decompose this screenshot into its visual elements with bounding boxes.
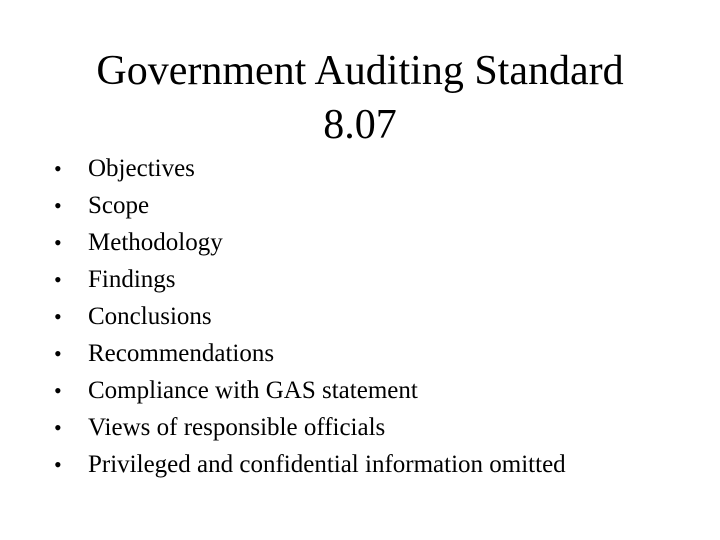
list-item-findings [54, 261, 566, 298]
list-item-text: Scope [88, 192, 150, 219]
list-item-text: Privileged and confidential information omitted [88, 451, 566, 478]
bullet-icon: • [54, 341, 62, 366]
list-item-text: Methodology [88, 229, 223, 256]
list-item-text: Objectives [88, 155, 195, 182]
bullet-icon: • [54, 415, 62, 440]
bullet-list [54, 150, 566, 483]
bullet-icon: • [54, 378, 62, 403]
bullet-icon: • [54, 193, 62, 218]
list-item-text: Conclusions [88, 303, 212, 330]
list-item-recommendations [54, 335, 566, 372]
list-item-compliance [54, 372, 566, 409]
slide-title-line-2: 8.07 [323, 102, 397, 148]
list-item-objectives [54, 150, 566, 187]
slide-title [60, 44, 660, 152]
list-item-scope [54, 187, 566, 224]
list-item-text: Findings [88, 266, 176, 293]
slide-title-line-1: Government Auditing Standard [96, 48, 624, 94]
list-item-text: Compliance with GAS statement [88, 377, 418, 404]
list-item-text: Recommendations [88, 340, 275, 367]
bullet-icon: • [54, 230, 62, 255]
bullet-icon: • [54, 304, 62, 329]
bullet-icon: • [54, 267, 62, 292]
list-item-privileged [54, 446, 566, 483]
list-item-methodology [54, 224, 566, 261]
bullet-icon: • [54, 452, 62, 477]
bullet-icon: • [54, 156, 62, 181]
list-item-conclusions [54, 298, 566, 335]
list-item-views [54, 409, 566, 446]
list-item-text: Views of responsible officials [88, 414, 386, 441]
